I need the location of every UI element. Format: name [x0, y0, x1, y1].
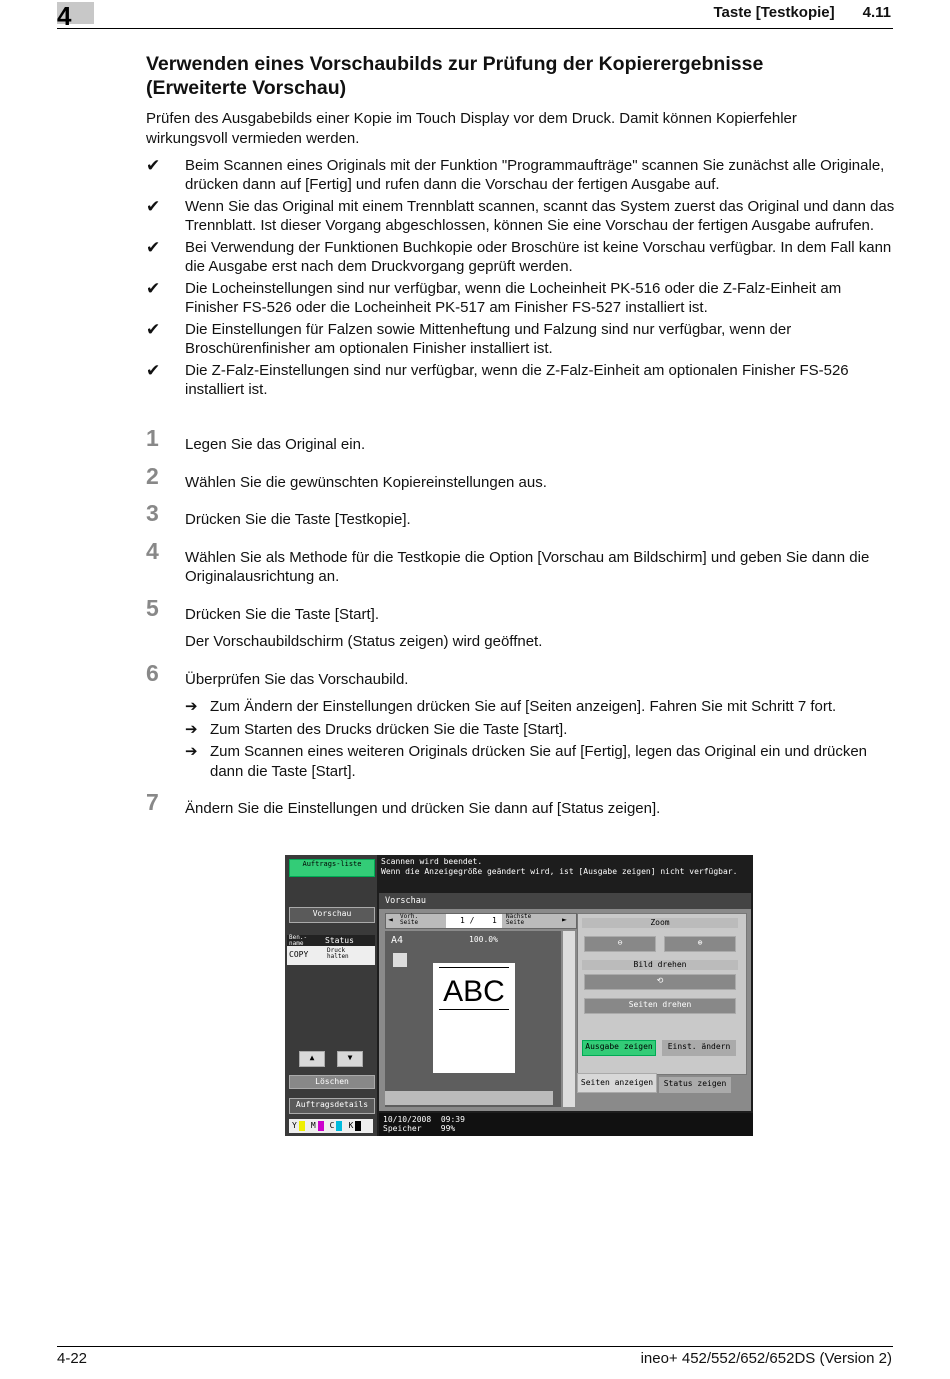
- toner-m-bar: [318, 1121, 324, 1131]
- vertical-scrollbar[interactable]: [563, 931, 575, 1107]
- time: 09:39: [440, 1115, 465, 1124]
- step-number: 1: [146, 425, 159, 451]
- check-icon: ✔: [146, 320, 161, 339]
- step-item: 5 Drücken Sie die Taste [Start]. Der Vorschaubildschirm (Status zeigen) wird geöffnet.: [146, 605, 896, 652]
- delete-button[interactable]: Löschen: [289, 1075, 375, 1089]
- step-item: 3 Drücken Sie die Taste [Testkopie].: [146, 500, 411, 528]
- step-result: Der Vorschaubildschirm (Status zeigen) wird geöffnet.: [185, 633, 543, 650]
- page-indicator: 1 /: [460, 916, 475, 925]
- header-rule: [57, 28, 893, 29]
- step-number: 3: [146, 500, 159, 526]
- show-pages-tab[interactable]: Seiten anzeigen: [577, 1073, 657, 1093]
- zoom-label: Zoom: [582, 918, 738, 928]
- check-item: ✔ Bei Verwendung der Funktionen Buchkopie oder Broschüre ist keine Vorschau verfügbar. In dem Fall kann die Ausgabe erst nach dem Druckvorgang geprüft werden.: [146, 238, 892, 275]
- zoom-percent: 100.0%: [469, 935, 498, 944]
- check-item: ✔ Die Z-Falz-Einstellungen sind nur verfügbar, wenn die Z-Falz-Einheit am optionalen Finisher FS-526 installiert ist.: [146, 361, 849, 398]
- check-item: ✔ Die Locheinstellungen sind nur verfügbar, wenn die Locheinheit PK-516 oder die Z-Falz-Einheit am Finisher FS-526 oder die Locheinheit PK-517 am Finisher FS-527 installiert ist.: [146, 279, 842, 316]
- next-page-button[interactable]: Nächste Seite: [506, 913, 532, 926]
- preview-button[interactable]: Vorschau: [289, 907, 375, 923]
- rotate-pages-button[interactable]: Seiten drehen: [584, 998, 736, 1014]
- check-icon: ✔: [146, 361, 161, 380]
- touch-display-screenshot: [285, 855, 753, 1136]
- step-number: 2: [146, 462, 159, 489]
- arrow-item: ➔ Zum Scannen eines weiteren Originals drücken Sie auf [Fertig], legen das Original ein und drücken dann die Taste [Start].: [185, 743, 868, 780]
- arrow-item: ➔ Zum Starten des Drucks drücken Sie die Taste [Start].: [185, 720, 568, 738]
- step-item: 1 Legen Sie das Original ein.: [146, 425, 366, 453]
- product-name: ineo+ 452/552/652/652DS (Version 2): [640, 1350, 892, 1367]
- status-message: Scannen wird beendet. Wenn die Anzeigegröße geändert wird, ist [Ausgabe zeigen] nicht verfügbar.: [381, 857, 738, 876]
- step-item: 2 Wählen Sie die gewünschten Kopiereinstellungen aus.: [146, 462, 547, 491]
- preview-page: [433, 963, 515, 1073]
- prev-page-button[interactable]: Vorh. Seite: [400, 913, 419, 926]
- scroll-up-button[interactable]: ▲: [299, 1051, 325, 1067]
- check-item: ✔ Wenn Sie das Original mit einem Trennblatt scannen, scannt das System zuerst das Original und dann das Trennblatt. Ist dieser Vorgang abgeschlossen, können Sie eine Vorschau der fertigen Ausgabe aufrufen.: [146, 197, 895, 234]
- preview-panel: [379, 893, 751, 1111]
- check-icon: ✔: [146, 279, 161, 298]
- job-table: [287, 935, 375, 965]
- arrow-icon: ➔: [185, 720, 198, 738]
- chapter-number: 4: [57, 1, 72, 31]
- show-output-button[interactable]: Ausgabe zeigen: [582, 1040, 656, 1056]
- next-arrow-icon[interactable]: ►: [562, 915, 567, 924]
- toner-y: Y: [292, 1121, 297, 1130]
- screen-status-bar: [379, 1113, 753, 1136]
- preview-title: Vorschau: [379, 893, 751, 909]
- toner-c-bar: [336, 1121, 342, 1131]
- horizontal-scrollbar[interactable]: [385, 1091, 553, 1105]
- zoom-out-button[interactable]: ⊖: [584, 936, 656, 952]
- job-panel: [285, 855, 377, 1136]
- toner-y-bar: [299, 1121, 305, 1131]
- change-settings-button[interactable]: Einst. ändern: [662, 1040, 736, 1056]
- job-name: COPY: [289, 950, 309, 959]
- scroll-down-button[interactable]: ▼: [337, 1051, 363, 1067]
- check-icon: ✔: [146, 238, 161, 257]
- section-number: 4.11: [862, 4, 891, 21]
- page-icon: [393, 953, 407, 967]
- show-status-tab[interactable]: Status zeigen: [659, 1077, 731, 1093]
- view-controls: [577, 913, 747, 1075]
- arrow-icon: ➔: [185, 743, 198, 760]
- date: 10/10/2008: [383, 1115, 432, 1124]
- rotate-image-label: Bild drehen: [582, 960, 738, 970]
- step-item: 6 Überprüfen Sie das Vorschaubild. ➔ Zum Ändern der Einstellungen drücken Sie auf [Seiten anzeigen]. Fahren Sie mit Schritt 7 fort. ➔ Zum Starten des Drucks drücken Sie die Taste [Start]. ➔ Zum Scannen eines weiteren Originals drücken Sie auf [Fertig], legen das Original ein und drücken dann die Taste [Start].: [146, 670, 896, 782]
- prev-arrow-icon[interactable]: ◄: [388, 915, 393, 924]
- running-header: [713, 4, 891, 21]
- step-number: 7: [146, 789, 159, 815]
- job-list-button[interactable]: Auftrags-liste: [289, 859, 375, 877]
- preview-area: [385, 931, 561, 1107]
- page-nav: [385, 913, 577, 929]
- col-status-header: Status: [325, 936, 354, 945]
- check-list: [146, 156, 896, 402]
- step-item: 7 Ändern Sie die Einstellungen und drücken Sie dann auf [Status zeigen].: [146, 789, 661, 817]
- toner-c: C: [329, 1121, 335, 1130]
- step-item: 4 Wählen Sie als Methode für die Testkopie die Option [Vorschau am Bildschirm] und geben Sie dann die Originalausrichtung an.: [146, 537, 870, 585]
- paper-size: A4: [391, 935, 404, 946]
- intro-paragraph: Prüfen des Ausgabebilds einer Kopie im Touch Display vor dem Druck. Damit können Kopierfehler wirkungsvoll vermieden werden.: [146, 110, 797, 147]
- toner-levels: [289, 1119, 373, 1133]
- check-icon: ✔: [146, 197, 161, 216]
- check-item: ✔ Beim Scannen eines Originals mit der Funktion "Programmaufträge" scannen Sie zunächst alle Originale, drücken dann auf [Fertig] und rufen dann die Vorschau der fertigen Ausgabe auf.: [146, 156, 885, 193]
- step-number: 6: [146, 659, 159, 686]
- preview-text: ABC: [443, 975, 505, 1008]
- arrow-item: ➔ Zum Ändern der Einstellungen drücken Sie auf [Seiten anzeigen]. Fahren Sie mit Schritt 7 fort.: [185, 698, 837, 715]
- page-title: Verwenden eines Vorschaubilds zur Prüfung der Kopierergebnisse (Erweiterte Vorschau): [146, 53, 764, 99]
- memory-value: 99%: [440, 1124, 456, 1133]
- page-total: 1: [492, 916, 497, 925]
- zoom-in-button[interactable]: ⊕: [664, 936, 736, 952]
- arrow-icon: ➔: [185, 698, 198, 715]
- job-status: Druck halten: [327, 947, 349, 960]
- toner-k-bar: [355, 1121, 361, 1131]
- check-item: ✔ Die Einstellungen für Falzen sowie Mittenheftung und Falzung sind nur verfügbar, wenn der Broschürenfinisher am optionalen Finisher installiert ist.: [146, 320, 792, 357]
- footer-rule: [57, 1346, 893, 1347]
- step-number: 5: [146, 594, 159, 621]
- toner-k: K: [348, 1121, 354, 1130]
- step-number: 4: [146, 537, 159, 564]
- toner-m: M: [310, 1121, 316, 1130]
- job-details-button[interactable]: Auftragsdetails: [289, 1098, 375, 1114]
- step-list: [146, 425, 896, 819]
- memory-label: Speicher: [383, 1124, 422, 1133]
- check-icon: ✔: [146, 156, 161, 175]
- section-title: Taste [Testkopie]: [713, 4, 835, 21]
- col-name-header: Ben.-name: [289, 934, 308, 947]
- page-number: 4-22: [57, 1350, 88, 1367]
- rotate-image-button[interactable]: ⟲: [584, 974, 736, 990]
